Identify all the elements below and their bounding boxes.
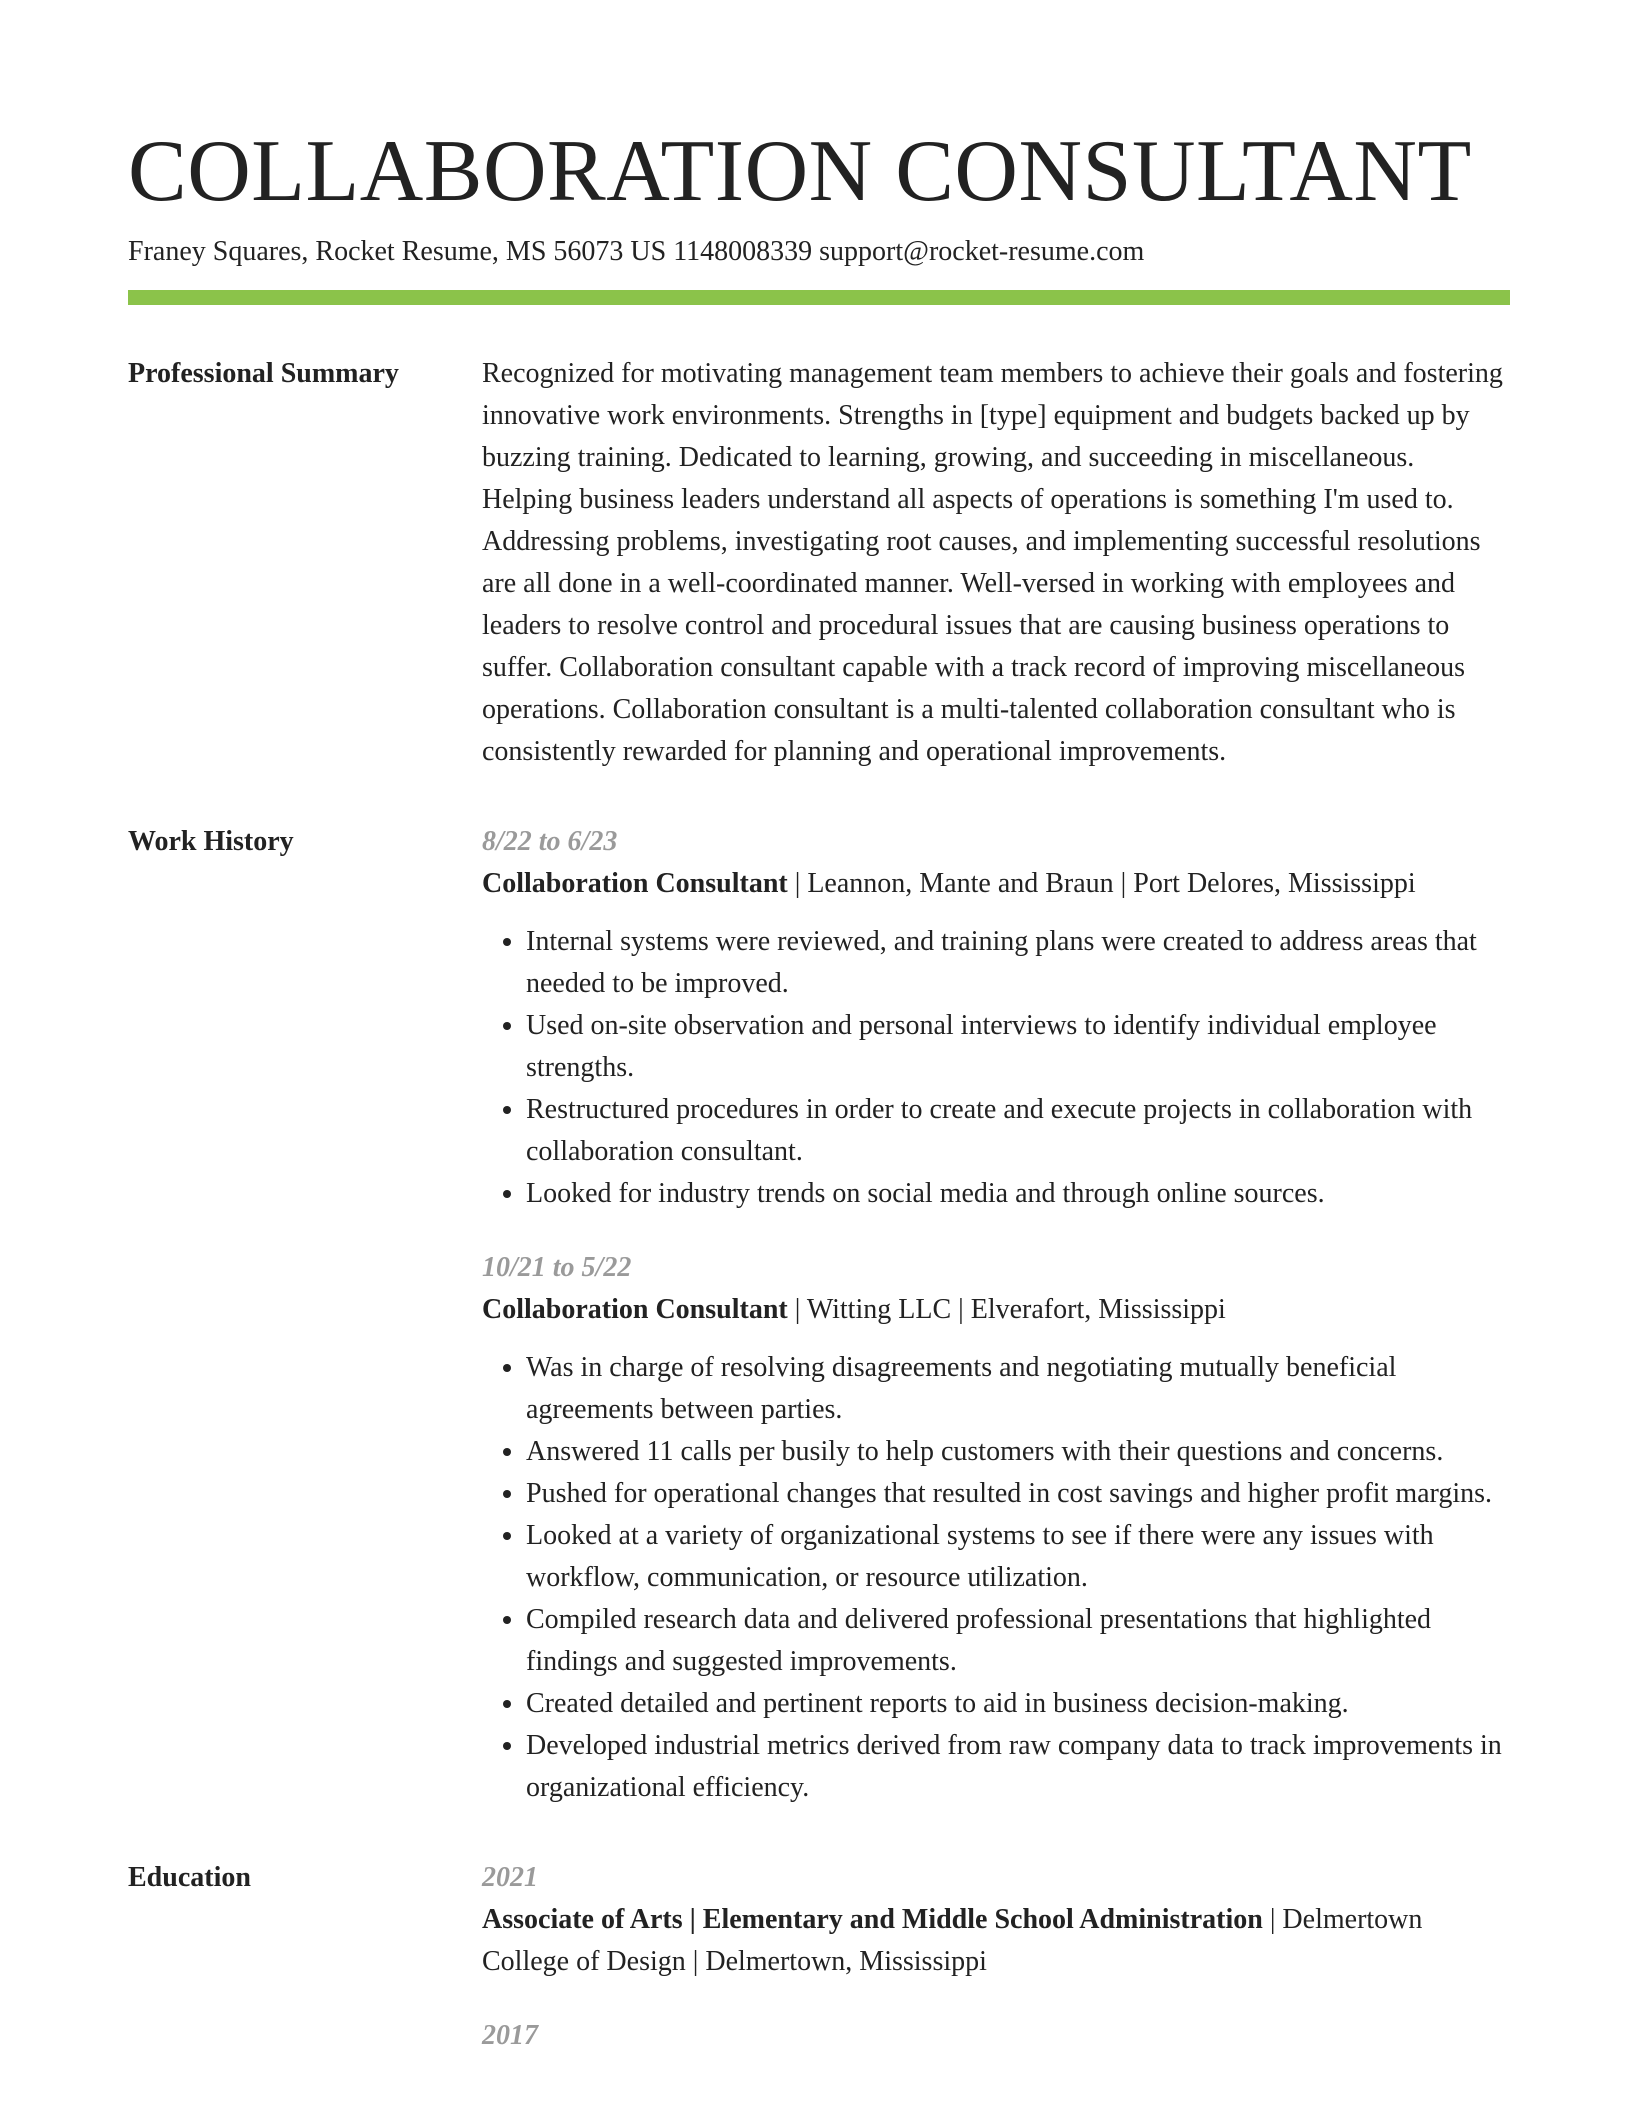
education-heading bbox=[482, 1899, 1510, 1983]
job-bullet: • Used on-site observation and personal interviews to identify individual employee strengths. bbox=[526, 1005, 1510, 1089]
job-heading bbox=[482, 1289, 1510, 1331]
education-section bbox=[128, 1857, 1510, 2057]
summary-body bbox=[482, 353, 1510, 773]
education-details: | Delmertown College of Design | Delmertown, Mississippi bbox=[482, 1904, 1423, 1977]
job-details: | Leannon, Mante and Braun | Port Delores, Mississippi bbox=[787, 868, 1416, 899]
job-bullet: • Compiled research data and delivered professional presentations that highlighted findings and suggested improvements. bbox=[526, 1599, 1510, 1683]
job-bullet: • Answered 11 calls per busily to help customers with their questions and concerns. bbox=[526, 1431, 1510, 1473]
contact-line bbox=[128, 234, 1510, 270]
education-entry bbox=[482, 2015, 1510, 2057]
section-title-work-history: Work History bbox=[128, 826, 294, 857]
education-year: 2017 bbox=[482, 2020, 538, 2051]
job-bullet: • Pushed for operational changes that resulted in cost savings and higher profit margins. bbox=[526, 1473, 1510, 1515]
job-details: | Witting LLC | Elverafort, Mississippi bbox=[787, 1294, 1226, 1325]
job-bullet: • Was in charge of resolving disagreements and negotiating mutually beneficial agreements between parties. bbox=[526, 1347, 1510, 1431]
job-bullet: • Looked at a variety of organizational systems to see if there were any issues with workflow, communication, or resource utilization. bbox=[526, 1515, 1510, 1599]
job-heading bbox=[482, 863, 1510, 905]
summary-section bbox=[128, 353, 1510, 773]
summary-text: Recognized for motivating management team members to achieve their goals and fostering innovative work environments. Strengths in [type] equipment and budgets backed up by buzzing training. Dedicated to learning, growing, and succeeding in miscellaneous. Helping business leaders understand all aspects of operations is something I'm used to. Addressing problems, investigating root causes, and implementing successful resolutions are all done in a well-coordinated manner. Well-versed in working with employees and leaders to resolve control and procedural issues that are causing business operations to suffer. Collaboration consultant capable with a track record of improving miscellaneous operations. Collaboration consultant is a multi-talented collaboration consultant who is consistently rewarded for planning and operational improvements. bbox=[482, 358, 1503, 767]
job-bullet: • Looked for industry trends on social media and through online sources. bbox=[526, 1173, 1510, 1215]
job-bullet: • Developed industrial metrics derived from raw company data to track improvements in organizational efficiency. bbox=[526, 1725, 1510, 1809]
contact-address: Franey Squares, Rocket Resume, MS 56073 US bbox=[128, 236, 667, 267]
job-title: Collaboration Consultant bbox=[482, 868, 788, 899]
job-dates: 8/22 to 6/23 bbox=[482, 826, 618, 857]
contact-phone: 1148008339 bbox=[673, 236, 813, 267]
job-bullet: • Restructured procedures in order to create and execute projects in collaboration with collaboration consultant. bbox=[526, 1089, 1510, 1173]
work-history-body bbox=[482, 821, 1510, 1809]
job-entry bbox=[482, 1247, 1510, 1809]
header-divider bbox=[128, 290, 1510, 305]
job-bullets bbox=[482, 921, 1510, 1215]
section-title-summary: Professional Summary bbox=[128, 358, 399, 389]
education-body bbox=[482, 1857, 1510, 2057]
education-entry bbox=[482, 1857, 1510, 1983]
job-title: Collaboration Consultant bbox=[482, 1294, 788, 1325]
education-degree: Associate of Arts | Elementary and Middle School Administration bbox=[482, 1904, 1263, 1935]
resume-page bbox=[128, 118, 1510, 2057]
resume-name: COLLABORATION CONSULTANT bbox=[128, 123, 1472, 220]
section-title-education: Education bbox=[128, 1862, 251, 1893]
job-bullets bbox=[482, 1347, 1510, 1809]
education-year: 2021 bbox=[482, 1862, 538, 1893]
job-dates: 10/21 to 5/22 bbox=[482, 1252, 632, 1283]
job-entry bbox=[482, 821, 1510, 1215]
job-bullet: • Internal systems were reviewed, and training plans were created to address areas that needed to be improved. bbox=[526, 921, 1510, 1005]
contact-email: support@rocket-resume.com bbox=[819, 236, 1145, 267]
job-bullet: • Created detailed and pertinent reports to aid in business decision-making. bbox=[526, 1683, 1510, 1725]
work-history-section bbox=[128, 821, 1510, 1809]
